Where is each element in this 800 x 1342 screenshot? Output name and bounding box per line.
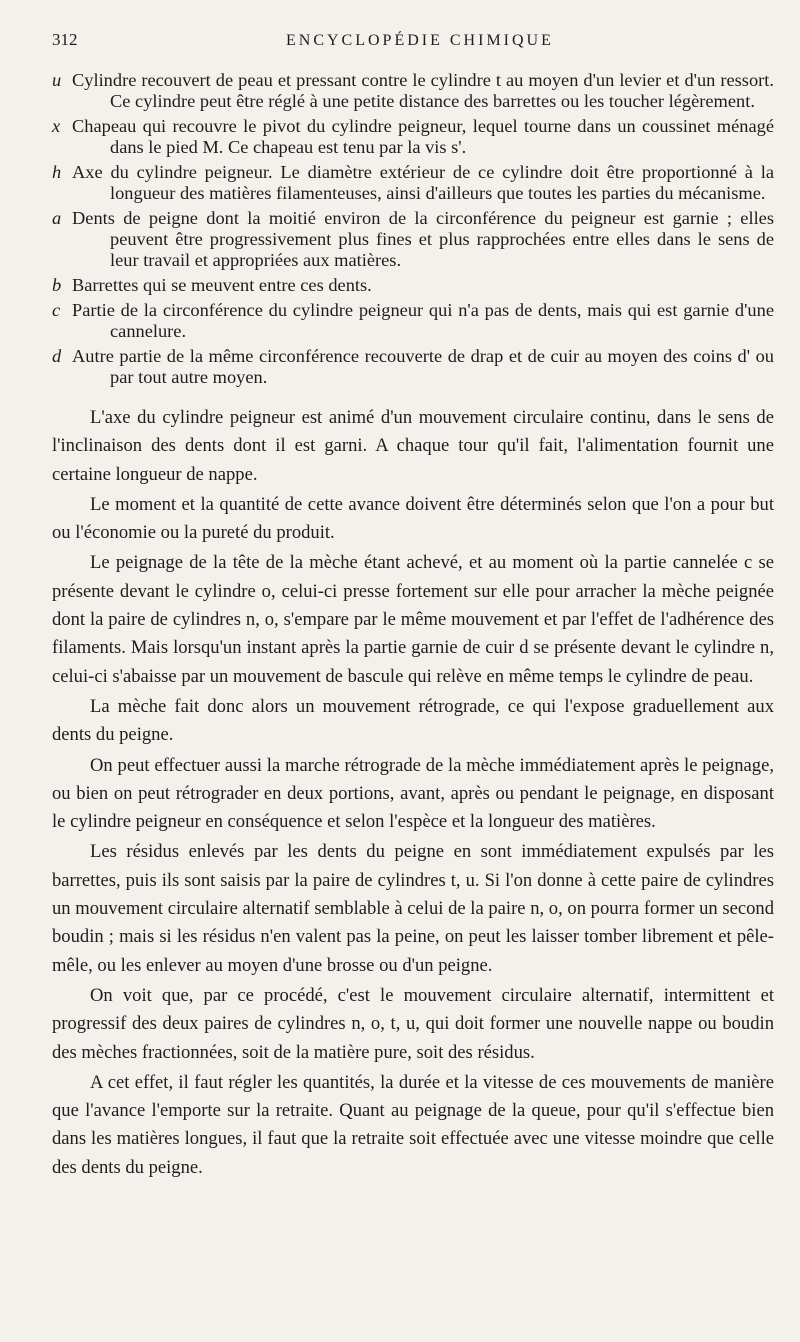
- legend-key: d: [52, 346, 62, 366]
- body-text: [52, 404, 774, 1182]
- legend-text: Autre partie de la même circonférence recouverte de drap et de cuir au moyen des coins d' ou par tout autre moyen.: [72, 346, 774, 387]
- page-number: 312: [52, 30, 78, 49]
- paragraph: Le moment et la quantité de cette avance doivent être déterminés selon que l'on a pour but ou l'économie ou la pureté du produit.: [52, 493, 774, 544]
- legend-key: x: [52, 116, 61, 136]
- paragraph: On voit que, par ce procédé, c'est le mouvement circulaire alternatif, intermittent et progressif des deux paires de cylindres n, o, t, u, qui doit former une nouvelle nappe ou boudin des mèches fractionnées, soit de la matière pure, soit des résidus.: [52, 984, 774, 1063]
- legend-item: [52, 116, 774, 158]
- legend-key: b: [52, 275, 62, 295]
- page-header: [52, 30, 774, 58]
- paragraph: Les résidus enlevés par les dents du peigne en sont immédiatement expulsés par les barrettes, puis ils sont saisis par la paire de cylindres t, u. Si l'on donne à cette paire de cylindres un mouvement circulaire alternatif semblable à celui de la paire n, o, on pourra former un second boudin ; mais si les résidus n'en valent pas la peine, on peut les laisser tomber librement et pêle-mêle, ou les enlever au moyen d'une brosse ou d'un peigne.: [52, 841, 774, 976]
- legend-item: [52, 275, 774, 296]
- legend-key: a: [52, 208, 62, 228]
- legend-key: c: [52, 300, 61, 320]
- legend-text: Cylindre recouvert de peau et pressant contre le cylindre t au moyen d'un levier et d'un ressort. Ce cylindre peut être réglé à une petite distance des barrettes ou les toucher légèrement.: [72, 70, 774, 111]
- figure-legend: [52, 70, 774, 388]
- legend-item: [52, 300, 774, 342]
- paragraph: L'axe du cylindre peigneur est animé d'un mouvement circulaire continu, dans le sens de l'inclinaison des dents dont il est garni. A chaque tour qu'il fait, l'alimentation fournit une certaine longueur de nappe.: [52, 407, 774, 485]
- legend-text: Dents de peigne dont la moitié environ de la circonférence du peigneur est garnie ; elles peuvent être progressivement plus fines et plus rapprochées entre elles dans le sens de leur travail et appropriées aux matières.: [72, 208, 774, 270]
- legend-item: [52, 208, 774, 271]
- legend-item: [52, 162, 774, 204]
- running-title: ENCYCLOPÉDIE CHIMIQUE: [286, 32, 554, 49]
- legend-text: Chapeau qui recouvre le pivot du cylindre peigneur, lequel tourne dans un coussinet ménagé dans le pied M. Ce chapeau est tenu par la vis s'.: [72, 116, 774, 157]
- legend-text: Partie de la circonférence du cylindre peigneur qui n'a pas de dents, mais qui est garnie d'une cannelure.: [72, 300, 774, 341]
- legend-item: [52, 346, 774, 388]
- paragraph: A cet effet, il faut régler les quantités, la durée et la vitesse de ces mouvements de manière que l'avance l'emporte sur la retraite. Quant au peignage de la queue, pour qu'il s'effectue bien dans les matières longues, il faut que la retraite soit effectuée avec une vitesse moindre que celle des dents du peigne.: [52, 1071, 774, 1178]
- paragraph: La mèche fait donc alors un mouvement rétrograde, ce qui l'expose graduellement aux dents du peigne.: [52, 695, 774, 746]
- paragraph: Le peignage de la tête de la mèche étant achevé, et au moment où la partie cannelée c se présente devant le cylindre o, celui-ci presse fortement sur elle pour arracher la mèche peignée dont la paire de cylindres n, o, s'empare par le même mouvement et par l'effet de l'adhérence des filaments. Mais lorsqu'un instant après la partie garnie de cuir d se présente devant le cylindre n, celui-ci s'abaisse par un mouvement de bascule qui relève en même temps le cylindre de peau.: [52, 552, 774, 687]
- legend-text: Barrettes qui se meuvent entre ces dents.: [72, 275, 372, 295]
- legend-item: [52, 70, 774, 112]
- legend-key: u: [52, 70, 62, 90]
- legend-text: Axe du cylindre peigneur. Le diamètre extérieur de ce cylindre doit être proportionné à la longueur des matières filamenteuses, ainsi d'ailleurs que toutes les parties du mécanisme.: [72, 162, 774, 203]
- paragraph: On peut effectuer aussi la marche rétrograde de la mèche immédiatement après le peignage, ou bien on peut rétrograder en deux portions, avant, après ou pendant le peignage, en disposant le cylindre peigneur en conséquence et selon l'espèce et la longueur des matières.: [52, 754, 774, 833]
- legend-key: h: [52, 162, 62, 182]
